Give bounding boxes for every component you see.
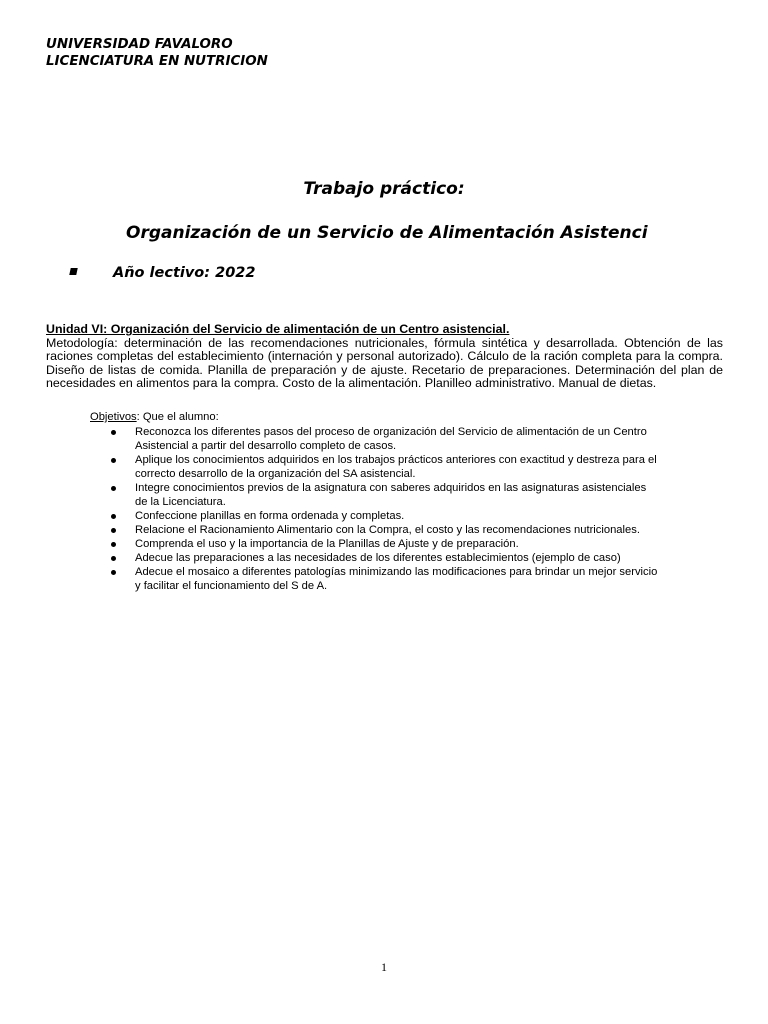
bullet-icon (111, 458, 116, 463)
document-title: Trabajo práctico: (303, 179, 465, 199)
bullet-icon (111, 556, 116, 561)
list-item: Relacione el Racionamiento Alimentario con la Compra, el costo y las recomendaciones nutricionales. (90, 523, 724, 537)
list-item: Integre conocimientos previos de la asignatura con saberes adquiridos en las asignaturas asistenciales de la Licenciatura. (90, 481, 724, 509)
degree-name: LICENCIATURA EN NUTRICION (46, 53, 268, 69)
bullet-icon (111, 570, 116, 575)
objectives-label: Objetivos (90, 411, 137, 423)
list-item: Reconozca los diferentes pasos del proceso de organización del Servicio de alimentación de un Centro Asistencial a partir del desarrollo completo de casos. (90, 425, 724, 453)
objectives-intro: : Que el alumno: (136, 411, 219, 423)
unit-heading: Unidad VI: Organización del Servicio de alimentación de un Centro asistencial. (46, 322, 510, 336)
bullet-icon (111, 542, 116, 547)
unit-methodology: Metodología: determinación de las recomendaciones nutricionales, fórmula sintética y desarrollada. Obtención de las raciones completas del establecimiento (internación y personal autorizado). Cálculo de la ración completa para la compra. Diseño de listas de comida. Planilla de preparación y de ajuste. Recetario de preparaciones. Determinación del plan de necesidades en alimentos para la compra. Costo de la alimentación. Planilleo administrativo. Manual de dietas. (46, 335, 723, 391)
list-item: Confeccione planillas en forma ordenada y completas. (90, 509, 724, 523)
unit-section (46, 323, 723, 391)
academic-year-row (70, 265, 256, 281)
academic-year: Año lectivo: 2022 (113, 265, 256, 281)
objectives-section (90, 410, 724, 593)
list-item: Adecue las preparaciones a las necesidades de los diferentes establecimientos (ejemplo de caso) (90, 551, 724, 565)
bullet-icon (111, 486, 116, 491)
page-number: 1 (381, 960, 387, 974)
bullet-icon (111, 528, 116, 533)
list-item: Adecue el mosaico a diferentes patologías minimizando las modificaciones para brindar un mejor servicio y facilitar el funcionamiento del S de A. (90, 565, 724, 593)
document-subtitle: Organización de un Servicio de Alimentación Asistenci (126, 223, 648, 243)
bullet-icon (111, 430, 116, 435)
square-bullet-icon (69, 268, 77, 275)
university-name: UNIVERSIDAD FAVALORO (46, 37, 233, 52)
institution-header (46, 37, 268, 70)
objectives-list (90, 425, 724, 593)
bullet-icon (111, 514, 116, 519)
list-item: Aplique los conocimientos adquiridos en los trabajos prácticos anteriores con exactitud y destreza para el correcto desarrollo de la organización del SA asistencial. (90, 453, 724, 481)
list-item: Comprenda el uso y la importancia de la Planillas de Ajuste y de preparación. (90, 537, 724, 551)
objectives-heading (90, 410, 724, 424)
